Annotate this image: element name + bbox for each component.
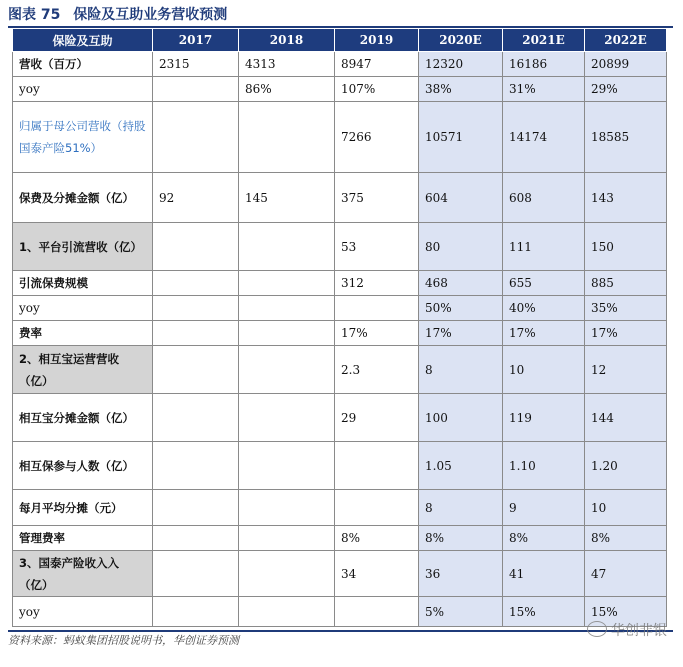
watermark xyxy=(587,620,667,640)
table-cell: 8% xyxy=(335,526,419,551)
table-cell: 50% xyxy=(419,296,503,321)
figure-title xyxy=(8,4,235,26)
table-cell xyxy=(153,296,239,321)
table-cell xyxy=(239,394,335,442)
table-cell: 1.05 xyxy=(419,442,503,490)
table-row xyxy=(13,102,667,173)
table-cell xyxy=(239,526,335,551)
table-row xyxy=(13,271,667,296)
table-cell: 144 xyxy=(585,394,667,442)
row-label: 相互宝分摊金额（亿） xyxy=(13,394,153,442)
table-cell xyxy=(153,346,239,394)
header-cell: 2018 xyxy=(239,29,335,52)
table-cell: 655 xyxy=(503,271,585,296)
header-cell: 2020E xyxy=(419,29,503,52)
table-cell: 36 xyxy=(419,551,503,597)
table-cell: 8% xyxy=(503,526,585,551)
row-label: 引流保费规模 xyxy=(13,271,153,296)
table-cell: 86% xyxy=(239,77,335,102)
table-cell: 35% xyxy=(585,296,667,321)
table-cell: 5% xyxy=(419,597,503,627)
table-cell: 18585 xyxy=(585,102,667,173)
table-cell xyxy=(239,296,335,321)
table-cell: 29 xyxy=(335,394,419,442)
header-cell: 2019 xyxy=(335,29,419,52)
table-cell: 145 xyxy=(239,173,335,223)
table-cell: 7266 xyxy=(335,102,419,173)
table-cell: 100 xyxy=(419,394,503,442)
table-cell xyxy=(153,394,239,442)
row-label: 2、相互宝运营营收（亿） xyxy=(13,346,153,394)
table-cell xyxy=(153,526,239,551)
table-cell xyxy=(335,597,419,627)
table-cell: 31% xyxy=(503,77,585,102)
table-cell: 1.20 xyxy=(585,442,667,490)
table-cell xyxy=(335,442,419,490)
table-cell: 41 xyxy=(503,551,585,597)
row-label: 保费及分摊金额（亿） xyxy=(13,173,153,223)
table-cell xyxy=(239,442,335,490)
table-cell: 608 xyxy=(503,173,585,223)
table-cell: 119 xyxy=(503,394,585,442)
row-label: 管理费率 xyxy=(13,526,153,551)
row-label: 相互保参与人数（亿） xyxy=(13,442,153,490)
source-note: 资料来源：蚂蚁集团招股说明书，华创证券预测 xyxy=(8,634,239,647)
table-cell: 8 xyxy=(419,346,503,394)
table-row xyxy=(13,551,667,597)
table-cell: 12 xyxy=(585,346,667,394)
table-cell: 604 xyxy=(419,173,503,223)
table-cell: 53 xyxy=(335,223,419,271)
table-cell: 92 xyxy=(153,173,239,223)
table-cell: 150 xyxy=(585,223,667,271)
table-cell: 20899 xyxy=(585,52,667,77)
header-cell: 2021E xyxy=(503,29,585,52)
table-cell xyxy=(239,321,335,346)
table-row xyxy=(13,52,667,77)
table-cell xyxy=(153,102,239,173)
table-row xyxy=(13,77,667,102)
table-cell: 12320 xyxy=(419,52,503,77)
table-cell: 107% xyxy=(335,77,419,102)
table-row xyxy=(13,597,667,627)
figure-number: 图表 75 xyxy=(8,7,61,23)
table-cell: 15% xyxy=(585,597,667,627)
table-cell: 375 xyxy=(335,173,419,223)
wechat-icon xyxy=(587,621,607,637)
row-label: yoy xyxy=(13,296,153,321)
table-row xyxy=(13,526,667,551)
table-cell: 2315 xyxy=(153,52,239,77)
table-cell xyxy=(153,490,239,526)
table-cell: 80 xyxy=(419,223,503,271)
table-cell: 16186 xyxy=(503,52,585,77)
table-cell xyxy=(153,77,239,102)
row-label: 3、国泰产险收入入（亿） xyxy=(13,551,153,597)
table-cell: 312 xyxy=(335,271,419,296)
header-cell: 保险及互助 xyxy=(13,29,153,52)
table-row xyxy=(13,223,667,271)
table-cell: 8 xyxy=(419,490,503,526)
table-cell: 1.10 xyxy=(503,442,585,490)
table-row xyxy=(13,394,667,442)
row-label: 归属于母公司营收（持股国泰产险51%） xyxy=(13,102,153,173)
table-cell: 34 xyxy=(335,551,419,597)
table-cell: 10571 xyxy=(419,102,503,173)
row-label: yoy xyxy=(13,77,153,102)
table-cell: 468 xyxy=(419,271,503,296)
watermark-text: 华创非银 xyxy=(611,623,667,639)
table-cell: 15% xyxy=(503,597,585,627)
table-row xyxy=(13,296,667,321)
table-cell: 8947 xyxy=(335,52,419,77)
table-cell xyxy=(239,223,335,271)
table-cell xyxy=(153,271,239,296)
header-cell: 2022E xyxy=(585,29,667,52)
table-cell xyxy=(239,102,335,173)
figure-caption: 保险及互助业务营收预测 xyxy=(73,7,228,23)
table-cell: 17% xyxy=(419,321,503,346)
row-label: yoy xyxy=(13,597,153,627)
row-label: 每月平均分摊（元） xyxy=(13,490,153,526)
header-row xyxy=(13,29,667,52)
table-cell xyxy=(239,271,335,296)
table-cell: 111 xyxy=(503,223,585,271)
table-cell: 17% xyxy=(585,321,667,346)
table-cell: 4313 xyxy=(239,52,335,77)
table-cell xyxy=(335,490,419,526)
table-cell xyxy=(239,346,335,394)
table-cell xyxy=(153,597,239,627)
table-row xyxy=(13,490,667,526)
table-cell: 8% xyxy=(585,526,667,551)
table-row xyxy=(13,346,667,394)
table-cell: 143 xyxy=(585,173,667,223)
header-cell: 2017 xyxy=(153,29,239,52)
table-cell: 14174 xyxy=(503,102,585,173)
forecast-table xyxy=(12,28,667,627)
table-cell xyxy=(239,597,335,627)
table-cell: 17% xyxy=(335,321,419,346)
table-cell xyxy=(335,296,419,321)
row-label: 营收（百万） xyxy=(13,52,153,77)
table-cell: 885 xyxy=(585,271,667,296)
table-row xyxy=(13,321,667,346)
table-cell xyxy=(153,223,239,271)
table-cell: 29% xyxy=(585,77,667,102)
table-row xyxy=(13,442,667,490)
table-cell xyxy=(153,321,239,346)
table-row xyxy=(13,173,667,223)
table-cell: 9 xyxy=(503,490,585,526)
row-label: 1、平台引流营收（亿） xyxy=(13,223,153,271)
table-cell: 40% xyxy=(503,296,585,321)
row-label: 费率 xyxy=(13,321,153,346)
table-cell xyxy=(153,442,239,490)
table-cell xyxy=(239,551,335,597)
table-cell xyxy=(153,551,239,597)
table-cell: 38% xyxy=(419,77,503,102)
table-cell: 47 xyxy=(585,551,667,597)
table-cell: 17% xyxy=(503,321,585,346)
table-cell: 8% xyxy=(419,526,503,551)
table-cell: 10 xyxy=(503,346,585,394)
table-cell xyxy=(239,490,335,526)
table-cell: 10 xyxy=(585,490,667,526)
table-cell: 2.3 xyxy=(335,346,419,394)
